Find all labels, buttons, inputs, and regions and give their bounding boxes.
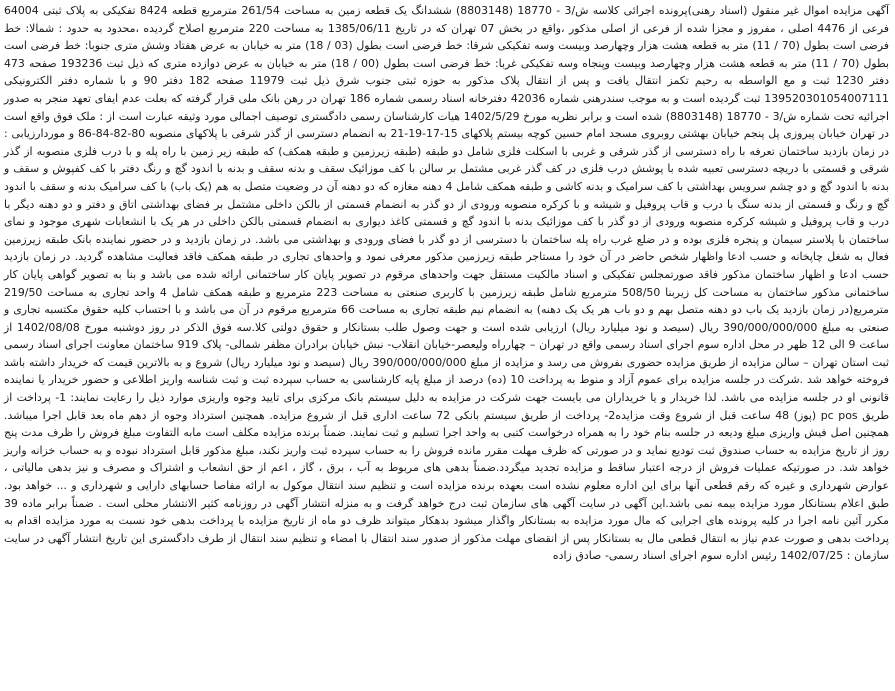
auction-notice-body: آگهی مزایده اموال غیر منقول (اسناد رهنی)پرونده اجرائی کلاسه ش/3 - 18770 (8803148) ششدانگ یک قطعه زمین به مساحت 261/54 مترمربع قطعه 8424 تفکیکی به پلاک ثبتی 64004 فرعی از 4476 اصلی ، مفروز و مجزا شده از فرعی از اصلی مذکور ،واقع در بخش 07 تهران که در تاریخ 1385/06/11 به مساحت 220 مترمربع اصلاح گردیده ،محدود به حدود : شمالا: خط فرضی است بطول (70 / 11) متر به قطعه هشت هزار وچهارصد وبیست وسه تفکیکی شرقا: خط فرضی است بطول (03 / 18) متر به خیابان به عرض هفتاد وشش متری جنوبا: خط فرضی است بطول (70 / 11) متر به قطعه هشت هزار وچهارصد وبیست وپنجاه وسه تفکیکی غربا: خط فرضی است بطول (00 / 18) متر به خیابان به عرض دوازده متری که ذیل ثبت 193236 صفحه 473 دفتر 1230 ثبت و مع الواسطه به رحیم تکمز انتقال یافت و پس از انتقال پلاک مذکور به حوزه ثبتی جنوب شرق ذیل ثبت 11979 صفحه 182 دفتر 90 و با شماره دفتر الکترونیکی 139520301054007111 ثبت گردیده است و به موجب سندرهنی شماره 42036 دفترخانه اسناد رسمی شماره 186 تهران در رهن بانک ملی قرار گرفته که بعلت عدم ایفای تعهد منجر به صدور اجرائیه تحت شماره ش/3 - 18770 (8803148) شده است و برابر نظریه مورخ 1402/5/29 هیات کارشناسان رسمی دادگستری توصیف اجمالی مورد وثیقه عبارت است از : ملک فوق واقع است در تهران خیابان پیروزی پل پنجم خیابان بهشتی روبروی مسجد امام حسین کوچه بیستم پلاکهای 15-17-19-21 به انضمام دسترسی از گذر شرقی با پلاکهای منصوبه 80-82-84-86 و موردارزیابی : در زمان بازدید ساختمان تعرفه با راه دسترسی از گذر شرقی و غربی با اسکلت فلزی شامل دو طبقه (طبقه زیرزمین و طبقه همکف) که طبقه زیر زمین با راه پله و با درب فلزی منصوبه از گذر شرقی و قسمتی با دریچه دسترسی تعبیه شده با پوشش درب فلزی در کف گذر غربی مشتمل بر سالن با کف موزائیک سقف و بدنه سقف و بدنه با اندود گچ و رنگ دفتر با کف کفپوش و سقف و بدنه با اندود گچ و دو چشم سرویس بهداشتی با کف سرامیک و بدنه کاشی و طبقه همکف شامل 4 دهنه مغازه که دو دهنه آن در وضعیت متصل به هم (یک باب) با کف سرامیک بدنه و سقف با اندود گچ و رنگ و قسمتی از بدنه سنگ با درب و قاب پروفیل و شیشه و با کرکره منصوبه ورودی از دو گذر به انضمام قسمتی از بالکن داخلی مشتمل بر فضای بهداشتی اتاق و دفتر و دو دهنه دیگر با درب و قاب پروفیل و شیشه کرکره منصوبه ورودی از دو گذر با کف موزائیک بدنه با اندود گچ و قسمتی کاغذ دیواری به انضمام قسمتی بالکن داخلی در هر یک با انشعابات شهری موجود و نمای ساختمان با پلاستر سیمان و پنجره فلزی بوده و در ضلع غرب راه پله ساختمان با دسترسی از دو گذر با فضای ورودی و بهداشتی می باشد. در زمان بازدید و در حضور نماینده بانک طبقه زیرزمین فعال به شغل چاپخانه و حسب ادعا واظهار شخص حاضر در آن خود را مستاجر طبقه زیرزمین مذکور معرفی نمود و واحدهای تجاری در طبقه همکف فاقد فعالیت مشاهده گردید. در زمان بازدید حسب ادعا و اظهار ساختمان مذکور فاقد صورتمجلس تفکیکی و اسناد مالکیت مستقل جهت واحدهای مرقوم در تصویر پایان کار ساختمانی ارائه شده می باشد و بنا به تصویر گواهی پایان کار ساختمانی مذکور ساختمان به مساحت کل زیربنا 508/50 مترمربع شامل طبقه زیرزمین با کاربری صنعتی به مساحت 223 مترمربع و طبقه همکف شامل 4 واحد تجاری به مساحت 219/50 مترمربع(در زمان بازدید یک باب دو دهنه متصل بهم و دو باب هر یک یک دهنه) به انضمام نیم طبقه تجاری به مساحت 66 مترمربع مرقوم در آن می باشد و با احتساب کلیه حقوق مکتسبه تجاری و صنعتی به مبلغ 390/000/000/000 ریال (سیصد و نود میلیارد ریال) ارزیابی شده است و جهت وصول طلب بستانکار و حقوق دولتی کلا.سه فوق الذکر در روز دوشنبه مورخ 1402/08/08 از ساعت 9 الی 12 ظهر در محل اداره سوم اجرای اسناد رسمی واقع در تهران – چهارراه ولیعصر-خیابان انقلاب- نبش خیابان برادران مظفر شمالی- پلاک 919 ساختمان معاونت اجرای اسناد رسمی ثبت استان تهران – سالن مزایده از طریق مزایده حضوری بفروش می رسد و مزایده از مبلغ 390/000/000/000 ریال (سیصد و نود میلیارد ریال) شروع و به بالاترین قیمت که خریدار داشته باشد فروخته خواهد شد .شرکت در جلسه مزایده برای عموم آزاد و منوط به پرداخت 10 (ده) درصد از مبلغ پایه کارشناسی به حساب سپرده ثبت و ثبت شناسه واریز اطلاعی و حضور خریدار یا نماینده قانونی او در جلسه مزایده می باشد. لذا خریدار و یا خریداران می بایست جهت شرکت در مزایده به دلیل سیستم بانک مرکزی برای تایید وجوه واریزی موارد ذیل را رعایت نمایند: 1- پرداخت از طریق pc pos (پوز) 48 ساعت قبل از شروع وقت مزایده2- پرداخت از طریق سیستم بانکی 72 ساعت اداری قبل از شروع مزایده. همچنین استرداد وجوه از دهم ماه بعد قابل اجرا میباشد. همچنین اصل فیش واریزی مبلغ ودیعه در جلسه بنام خود را به همراه درخواست کتبی به واحد اجرا تسلیم و ثبت نمایند. ضمناً برنده مزایده مکلف است مابه التفاوت مبلغ فروش را ظرف مدت پنج روز از تاریخ مزایده به حساب صندوق ثبت تودیع نماید و در صورتی که ظرف مهلت مقرر مانده فروش را به حساب سپرده ثبت واریز نکند، مبلغ مذکور قابل استرداد نبوده و به حساب خزانه واریز خواهد شد. در صورتیکه عملیات فروش از درجه اعتبار ساقط و مزایده تجدید میگردد.ضمناً بدهی های مربوط به آب ، برق ، گاز ، اعم از حق انشعاب و اشتراک و مصرف و نیز بدهی مالیاتی ، عوارض شهرداری و غیره که رقم قطعی آنها برای این اداره معلوم نشده است بعهده برنده مزایده است و تنظیم سند انتقال موکول به ارائه مفاصا حسابهای دارایی و شهرداری و ... خواهد بود. طبق اعلام بستانکار مورد مزایده بیمه نمی باشد.این آگهی در سایت آگهی های سازمان ثبت درج خواهد گرفت و به منزله انتشار آگهی در روزنامه کثیر الانتشار محلی است . ضمناً برابر ماده 39 مکرر آئین نامه اجرا در کلیه پرونده های اجرایی که مال مورد مزایده به بستانکار واگذار میشود بدهکار میتواند ظرف دو ماه از تاریخ مزایده با پرداخت بدهی خود نسبت به مورد مزایده اقدام به پرداخت بدهی و صورت عدم نیاز به انتقال قطعی مال به بستانکار پس از انقضای مهلت مذکور از صدور سند انتقال با امضاء و تنظیم سند انتقال از طرف دادگستری این تاریخ انتشار آگهی در سایت سازمان : 1402/07/25 رئیس اداره سوم اجرای اسناد رسمی- صادق زاده bbox=[4, 4, 890, 563]
